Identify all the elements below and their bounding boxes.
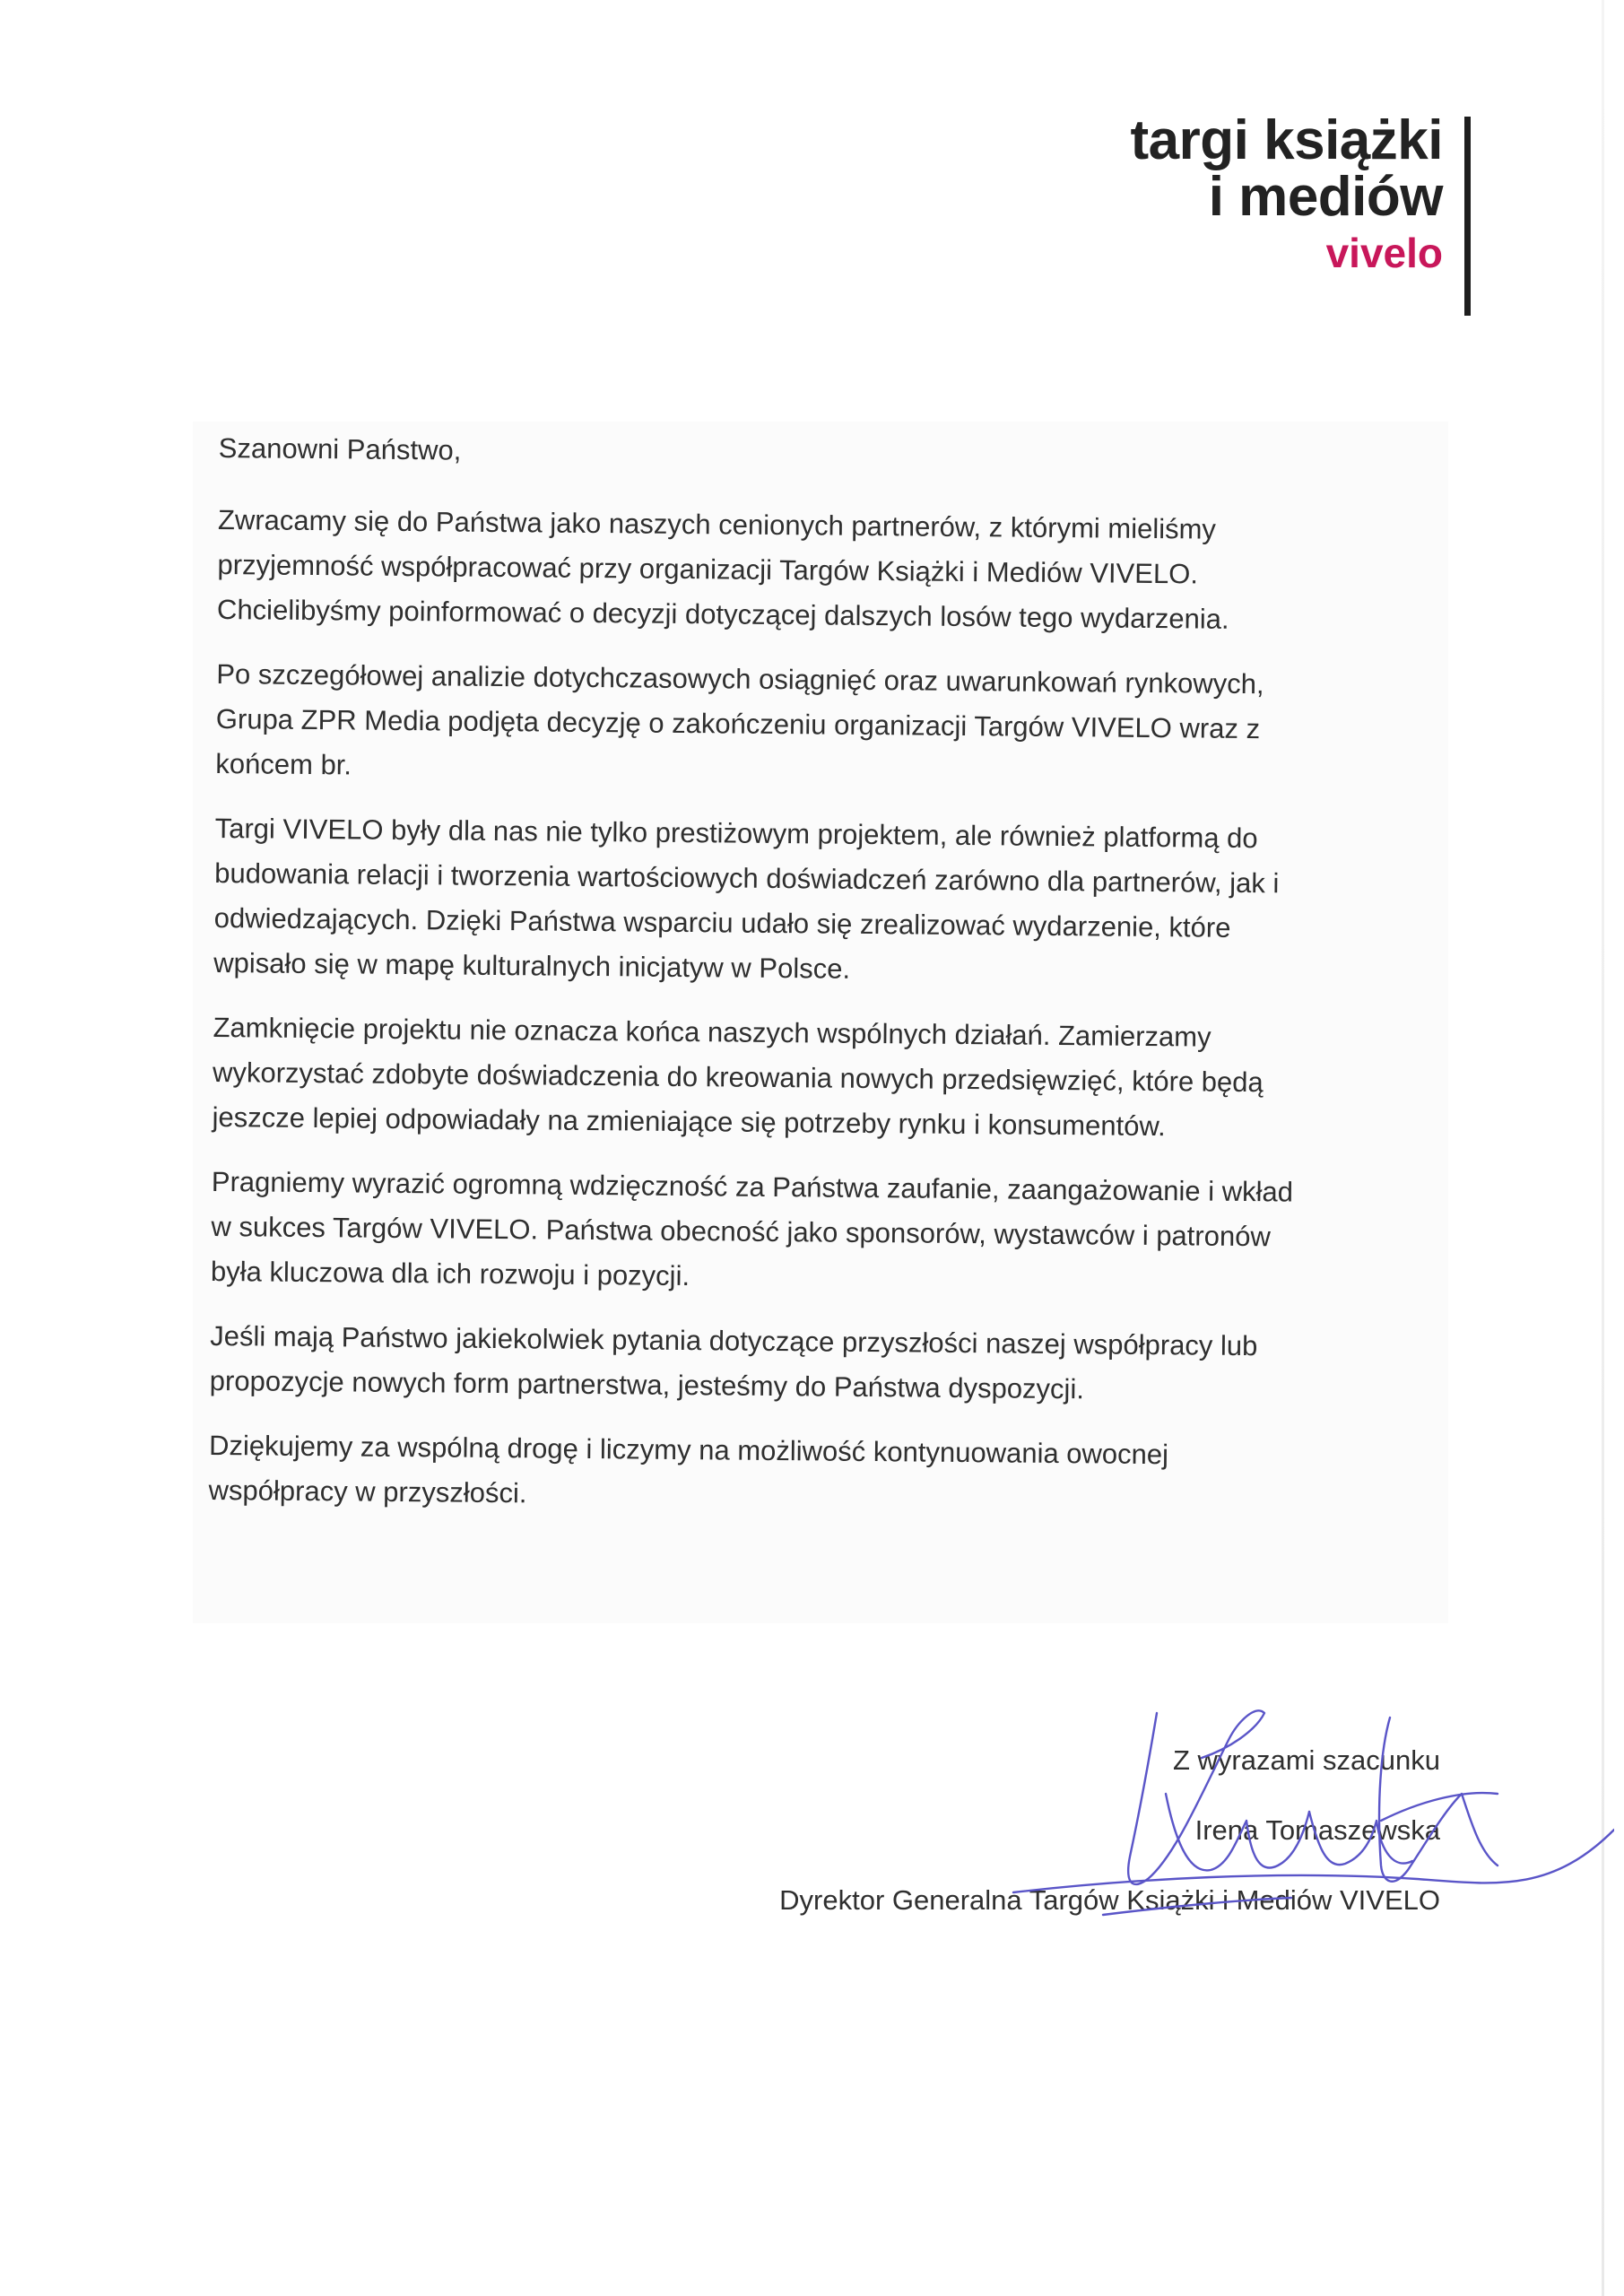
closing-regards: Z wyrazami szacunku [1172,1744,1440,1776]
letter-paragraph: Po szczegółowej analizie dotychczasowych osiągnięć oraz uwarunkowań rynkowych, Grupa ZPR Media podjęta decyzję o zakończeniu organizacji Targów VIVELO wraz z końcem br. [215,657,1264,781]
logo-line-2: i mediów [1208,166,1443,229]
scan-edge [1602,0,1604,2296]
event-logo [1130,109,1443,277]
signature-stroke [1309,1812,1412,1865]
signature-stroke [1103,1898,1291,1915]
logo-line-1: targi książki [1130,109,1443,171]
handwritten-signature [995,1686,1614,1919]
letter-paragraph: Zamknięcie projektu nie oznacza końca naszych wspólnych działań. Zamierzamy wykorzystać zdobyte doświadczenia do kreowania nowych przedsięwzięć, które będą jeszcze lepiej odpowiadały na zmieniające się potrzeby rynku i konsumentów. [212,1011,1264,1143]
letter-paragraph: Jeśli mają Państwo jakiekolwiek pytania dotyczące przyszłości naszej współpracy lub propozycje nowych form partnerstwa, jesteśmy do Państwa dyspozycji. [209,1319,1258,1405]
letter-body [208,426,1447,1544]
logo-brand: vivelo [1325,230,1443,277]
letter-greeting: Szanowni Państwo, [218,431,462,466]
letter-paragraph: Dziękujemy za wspólną drogę i liczymy na możliwość kontynuowania owocnej współpracy w przyszłości. [208,1429,1169,1509]
signature-stroke [1013,1830,1614,1892]
logo-divider-bar [1464,117,1471,316]
signature-stroke [1381,1793,1498,1821]
letter-paragraph: Zwracamy się do Państwa jako naszych cenionych partnerów, z którymi mieliśmy przyjemność współpracować przy organizacji Targów Książki i Mediów VIVELO. Chcielibyśmy poinformować o decyzji dotyczącej dalszych losów tego wydarzenia. [216,503,1229,635]
signatory-title: Dyrektor Generalna Targów Książki i Mediów VIVELO [779,1884,1440,1916]
letter-paragraph: Pragniemy wyrazić ogromną wdzięczność za Państwa zaufanie, zaangażowanie i wkład w sukces Targów VIVELO. Państwa obecność jako sponsorów, wystawców i patronów była kluczowa dla ich rozwoju i pozycji. [210,1165,1294,1292]
signature-stroke [1166,1794,1309,1870]
signatory-name: Irena Tomaszewska [1194,1814,1440,1846]
letter-paragraph: Targi VIVELO były dla nas nie tylko prestiżowym projektem, ale również platformą do budowania relacji i tworzenia wartościowych doświadczeń zarówno dla partnerów, jak i odwiedzających. Dzięki Państwa wsparciu udało się zrealizować wydarzenie, które wpisało się w mapę kulturalnych inicjatyw w Polsce. [213,812,1280,985]
signature-stroke [1128,1710,1264,1884]
